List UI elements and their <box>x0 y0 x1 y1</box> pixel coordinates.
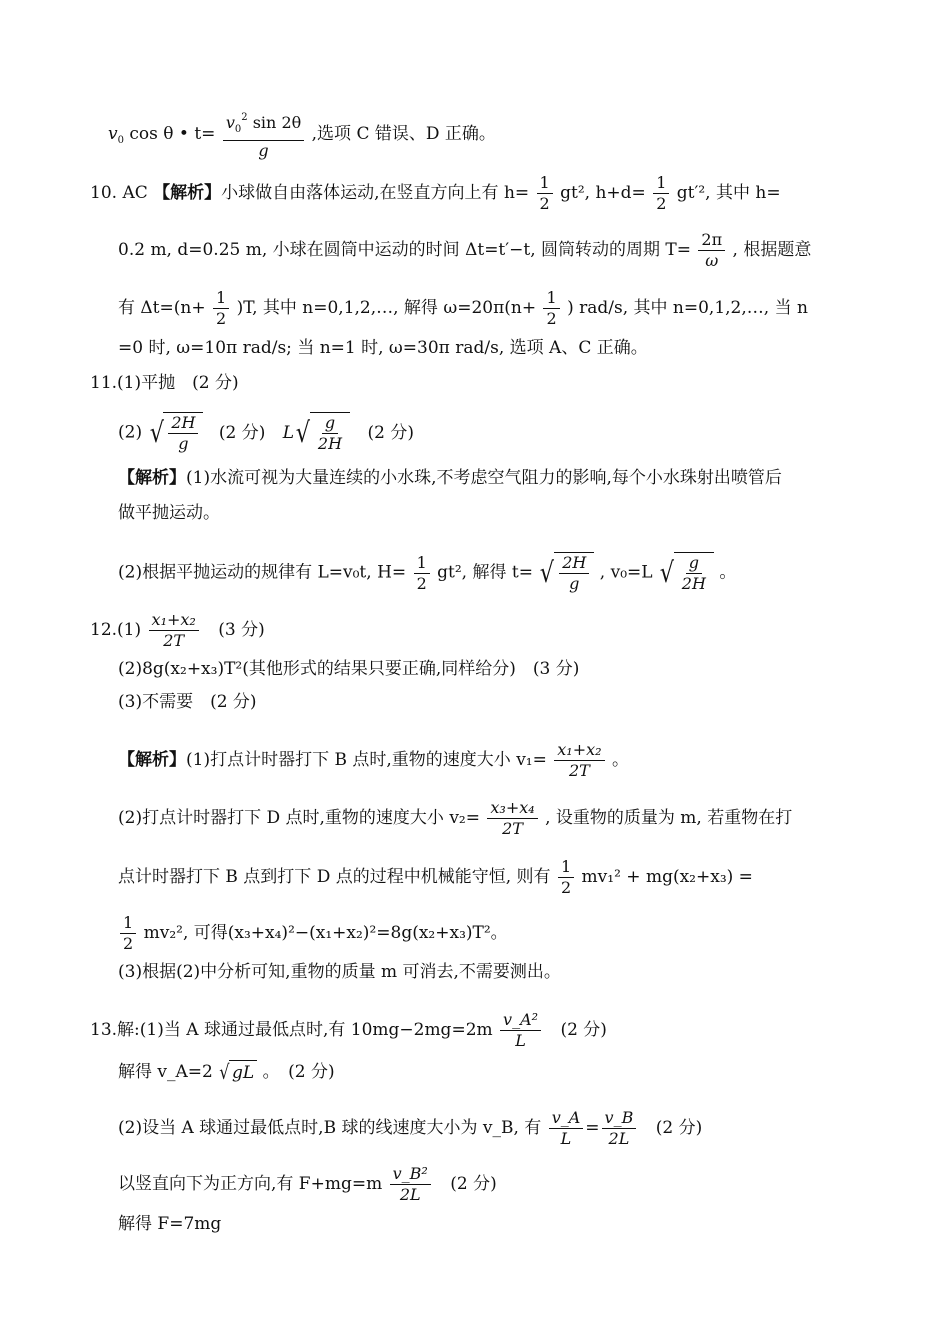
q13-line-4: 以竖直向下为正方向,有 F+mg=m $\frac{\text{v\_B²}}{2L}$ (2 分) <box>118 1164 497 1204</box>
fraction: $\frac{v_0^2 \sin 2\theta}{g}$ <box>223 108 304 161</box>
q12-line-2: (2)8g(x₂+x₃)T²(其他形式的结果只要正确,同样给分) (3 分) <box>118 659 580 679</box>
q13-line-3: (2)设当 A 球通过最低点时,B 球的线速度大小为 v_B, 有 $\frac{v\_A}{L}$ = $\frac{v\_B}{2L}$ (2 分) <box>118 1108 703 1148</box>
q12-explain-2: (2)打点计时器打下 D 点时,重物的速度大小 v₂= $\frac{\text{x₃+x₄}}{2T}$ , 设重物的质量为 m, 若重物在打 <box>118 798 793 838</box>
q12-explain-1: 【解析】(1)打点计时器打下 B 点时,重物的速度大小 v₁= $\frac{\text{x₁+x₂}}{2T}$ 。 <box>118 740 629 780</box>
q10-line-1: 10. AC 【解析】小球做自由落体运动,在竖直方向上有 h= $\frac{1}{2}$ gt², h+d= $\frac{1}{2}$ gt′², 其中 h= <box>90 173 781 213</box>
q11-line-1: 11.(1)平抛 (2 分) <box>90 373 239 393</box>
q12-explain-4: $\frac{1}{2}$ mv₂², 可得(x₃+x₄)²−(x₁+x₂)²=8g(x₂+x₃)T²。 <box>118 913 508 954</box>
analysis-tag: 【解析】 <box>118 468 186 488</box>
q12-explain-5: (3)根据(2)中分析可知,重物的质量 m 可消去,不需要测出。 <box>118 962 561 982</box>
q11-line-2: (2) √ $\frac{2H}{g}$ (2 分) L √ $\frac{g}{2H}$ (2 分) <box>118 413 414 453</box>
analysis-tag: 【解析】 <box>153 183 222 203</box>
q12-explain-3: 点计时器打下 B 点到打下 D 点的过程中机械能守恒, 则有 $\frac{1}{2}$ mv₁² + mg(x₂+x₃) = <box>118 857 753 897</box>
q10-line-4: =0 时, ω=10π rad/s; 当 n=1 时, ω=30π rad/s, 选项 A、C 正确。 <box>118 338 648 358</box>
q11-explain-1: 【解析】(1)水流可视为大量连续的小水珠,不考虑空气阻力的影响,每个小水珠射出喷管后 <box>118 468 782 488</box>
q11-explain-2: (2)根据平抛运动的规律有 L=v₀t, H= $\frac{1}{2}$ gt², 解得 t= √ $\frac{2H}{g}$ , v₀=L √ $\frac{g}{2H}$ 。 <box>118 552 737 593</box>
line-continuation: $v_0$ cos θ • t= $\frac{v_0^2 \sin 2\theta}{g}$ ,选项 C 错误、D 正确。 <box>108 108 496 161</box>
q13-line-2: 解得 v_A=2 √ gL 。 (2 分) <box>118 1060 335 1084</box>
q13-line-5: 解得 F=7mg <box>118 1214 222 1234</box>
question-number: 13. <box>90 1020 118 1040</box>
q11-explain-1b: 做平抛运动。 <box>118 503 220 523</box>
q12-line-3: (3)不需要 (2 分) <box>118 692 257 712</box>
question-number: 11. <box>90 373 118 393</box>
q10-line-2: 0.2 m, d=0.25 m, 小球在圆筒中运动的时间 Δt=t′−t, 圆筒转动的周期 T= $\frac{2\pi}{\omega}$ , 根据题意 <box>118 230 812 270</box>
q13-line-1: 13.解:(1)当 A 球通过最低点时,有 10mg−2mg=2m $\frac{\text{v\_A²}}{L}$ (2 分) <box>90 1010 607 1050</box>
analysis-tag: 【解析】 <box>118 750 186 770</box>
q10-line-3: 有 Δt=(n+ $\frac{1}{2}$ )T, 其中 n=0,1,2,…, 解得 ω=20π(n+ $\frac{1}{2}$ ) rad/s, 其中 n=0,1,2,…, 当 n <box>118 288 808 328</box>
q12-line-1: 12.(1) $\frac{\text{x₁+x₂}}{2T}$ (3 分) <box>90 610 265 650</box>
question-number: 10. AC <box>90 183 148 203</box>
question-number: 12. <box>90 620 118 640</box>
